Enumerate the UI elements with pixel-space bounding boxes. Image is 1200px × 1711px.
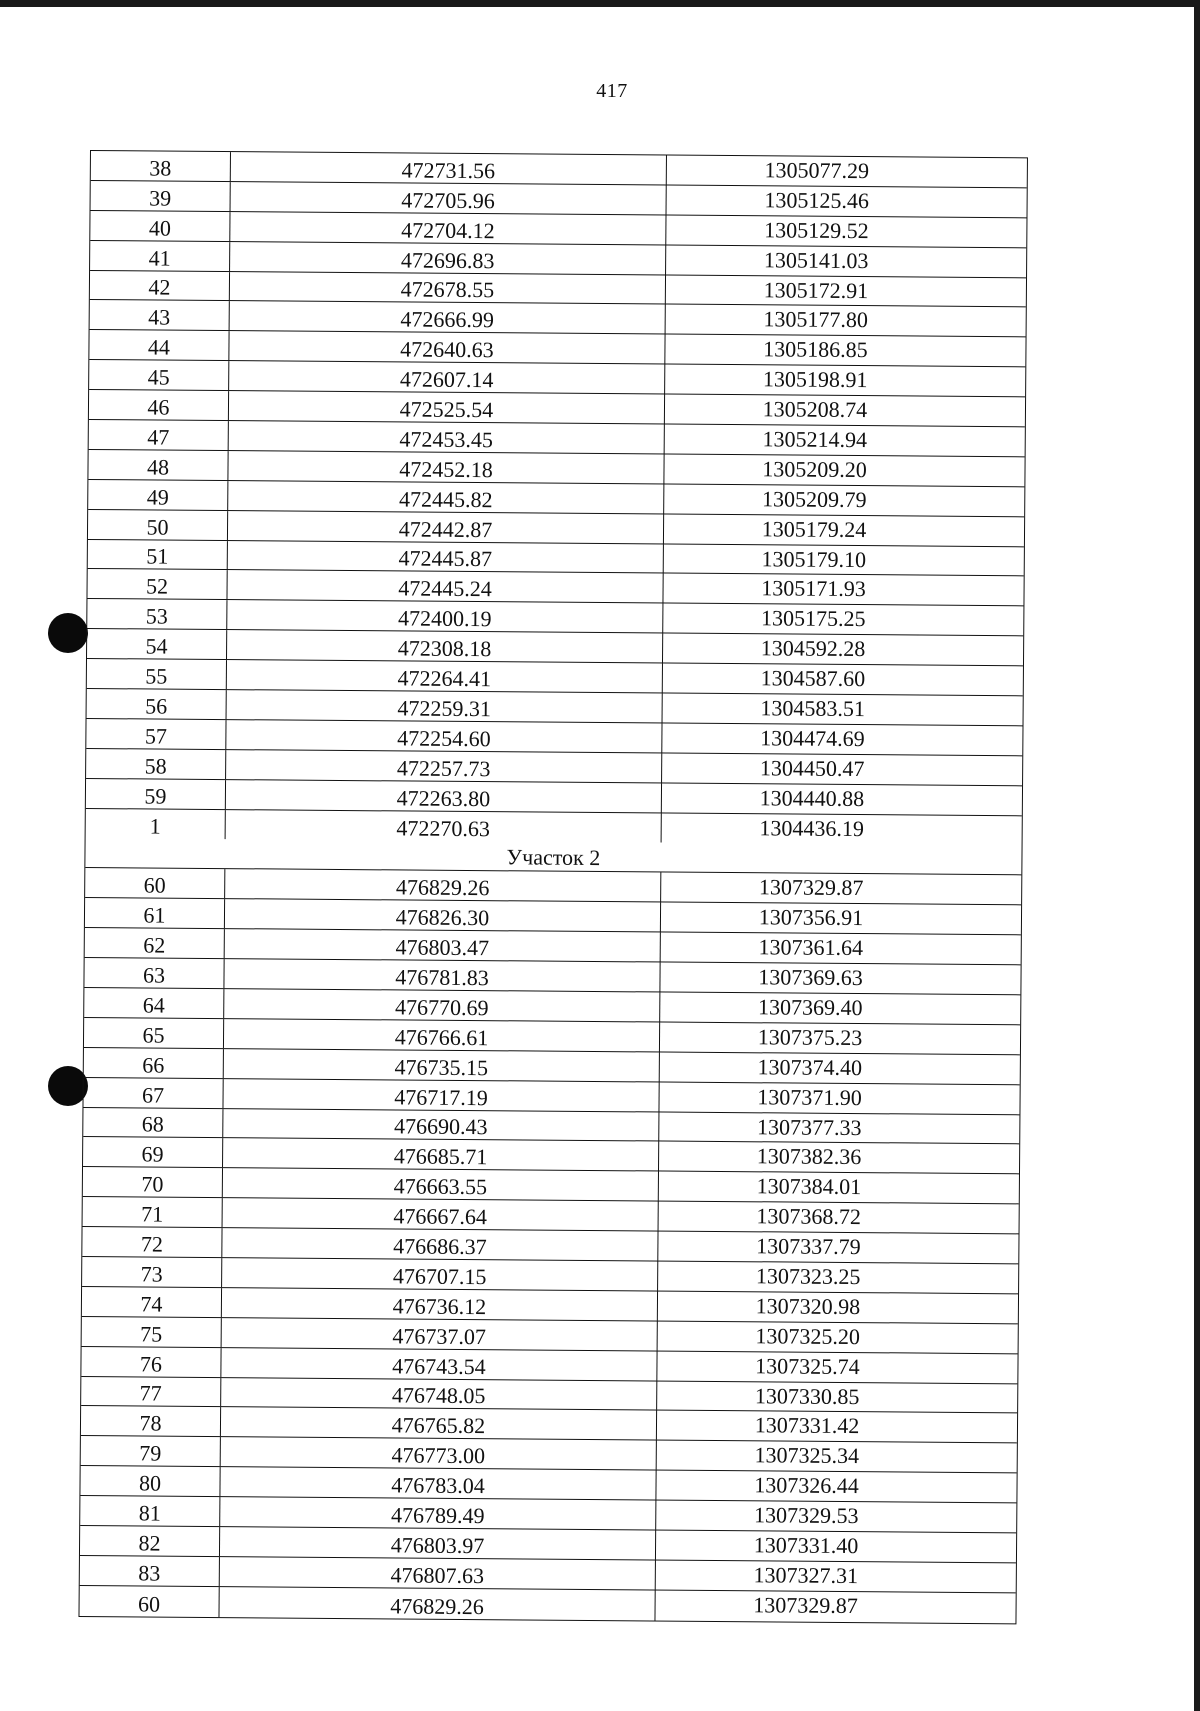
cell-text: 48: [146, 454, 170, 480]
point-number-cell: [90, 241, 230, 271]
cell-text: 1: [149, 813, 161, 840]
point-number-cell: [90, 271, 230, 301]
cell-text: 476829.26: [395, 874, 490, 901]
x-coordinate-cell: [230, 242, 666, 274]
cell-text: 58: [144, 753, 167, 779]
cell-text: 51: [146, 543, 169, 570]
cell-text: 1307368.72: [756, 1203, 861, 1230]
cell-text: 476783.04: [391, 1472, 485, 1499]
y-coordinate-cell: [661, 873, 1021, 905]
x-coordinate-cell: [223, 1198, 659, 1230]
y-coordinate-cell: [663, 634, 1023, 666]
cell-text: 476803.47: [395, 934, 490, 961]
point-number-cell: [90, 211, 230, 241]
cell-text: 1304450.47: [759, 755, 865, 781]
x-coordinate-cell: [224, 1019, 660, 1051]
cell-text: 476766.61: [394, 1024, 489, 1050]
cell-text: 1305172.91: [763, 276, 869, 303]
y-coordinate-cell: [660, 1022, 1020, 1054]
point-number-cell: [88, 450, 228, 480]
cell-text: 476807.63: [390, 1562, 485, 1588]
point-number-cell: [87, 629, 227, 659]
point-number-cell: [86, 779, 226, 809]
y-coordinate-cell: [664, 514, 1024, 546]
cell-text: 78: [139, 1410, 162, 1436]
x-coordinate-cell: [224, 959, 660, 991]
y-coordinate-cell: [663, 664, 1023, 696]
cell-text: 472640.63: [400, 336, 494, 363]
x-coordinate-cell: [228, 511, 664, 543]
y-coordinate-cell: [657, 1351, 1017, 1383]
cell-text: 1305175.25: [760, 605, 866, 632]
x-coordinate-cell: [229, 331, 665, 363]
x-coordinate-cell: [224, 989, 660, 1021]
y-coordinate-cell: [659, 1172, 1019, 1204]
x-coordinate-cell: [222, 1258, 658, 1290]
cell-text: 472254.60: [397, 725, 491, 751]
x-coordinate-cell: [223, 1109, 659, 1141]
cell-text: 83: [138, 1560, 161, 1586]
y-coordinate-cell: [663, 574, 1023, 606]
cell-text: 47: [147, 424, 170, 450]
x-coordinate-cell: [223, 1079, 659, 1111]
cell-text: 472308.18: [397, 635, 492, 662]
cell-text: 472400.19: [397, 605, 492, 632]
x-coordinate-cell: [230, 212, 666, 244]
cell-text: 472259.31: [397, 695, 491, 722]
y-coordinate-cell: [656, 1501, 1016, 1533]
x-coordinate-cell: [228, 541, 664, 573]
point-number-cell: [82, 1287, 222, 1317]
x-coordinate-cell: [221, 1407, 657, 1439]
cell-text: 1307329.87: [758, 874, 864, 901]
cell-text: 63: [142, 962, 166, 988]
point-number-cell: [82, 1227, 222, 1257]
cell-text: 1307375.23: [757, 1024, 863, 1050]
cell-text: 40: [148, 215, 171, 241]
cell-text: 68: [141, 1111, 164, 1138]
x-coordinate-cell: [227, 630, 663, 662]
point-number-cell: [84, 1048, 224, 1078]
point-number-cell: [87, 569, 227, 599]
point-number-cell: [84, 988, 224, 1018]
x-coordinate-cell: [230, 272, 666, 304]
point-number-cell: [81, 1376, 221, 1406]
cell-text: 476667.64: [393, 1203, 487, 1230]
cell-text: 472264.41: [397, 665, 492, 692]
cell-text: 476748.05: [391, 1382, 486, 1409]
cell-text: 1305177.80: [763, 306, 869, 333]
point-number-cell: [80, 1526, 220, 1556]
cell-text: 476707.15: [392, 1263, 487, 1289]
cell-text: 79: [139, 1440, 162, 1466]
cell-text: 61: [143, 902, 166, 928]
cell-text: 1305171.93: [761, 575, 866, 602]
cell-text: 1307361.64: [758, 934, 864, 961]
cell-text: 53: [145, 603, 168, 629]
point-number-cell: [88, 540, 228, 570]
cell-text: 472442.87: [398, 516, 493, 542]
cell-text: 476690.43: [393, 1113, 488, 1140]
point-number-cell: [85, 898, 225, 928]
cell-text: 75: [140, 1321, 163, 1347]
y-coordinate-cell: [657, 1441, 1017, 1473]
cell-text: 1304436.19: [759, 814, 865, 841]
cell-text: 65: [142, 1022, 165, 1048]
cell-text: 1307377.33: [757, 1113, 862, 1140]
x-coordinate-cell: [220, 1527, 656, 1559]
cell-text: 71: [141, 1201, 164, 1227]
cell-text: 82: [138, 1530, 161, 1556]
y-coordinate-cell: [658, 1291, 1018, 1323]
x-coordinate-cell: [222, 1318, 658, 1350]
y-coordinate-cell: [659, 1142, 1019, 1174]
cell-text: 80: [138, 1470, 162, 1496]
cell-text: 472704.12: [401, 217, 495, 243]
cell-text: 54: [145, 633, 168, 659]
x-coordinate-cell: [226, 810, 662, 843]
cell-text: 1307369.63: [758, 964, 863, 991]
cell-text: 1305209.79: [761, 486, 867, 512]
y-coordinate-cell: [661, 933, 1021, 965]
y-coordinate-cell: [657, 1411, 1017, 1443]
x-coordinate-cell: [225, 899, 661, 931]
cell-text: 1307384.01: [756, 1173, 862, 1200]
y-coordinate-cell: [658, 1321, 1018, 1353]
y-coordinate-cell: [667, 156, 1027, 188]
y-coordinate-cell: [665, 425, 1025, 457]
x-coordinate-cell: [222, 1228, 658, 1260]
x-coordinate-cell: [223, 1138, 659, 1170]
point-number-cell: [83, 1167, 223, 1197]
cell-text: 1307382.36: [756, 1143, 862, 1170]
cell-text: 62: [143, 932, 166, 958]
y-coordinate-cell: [660, 1052, 1020, 1084]
cell-text: 472453.45: [399, 426, 494, 453]
table-row: [79, 1586, 1015, 1623]
cell-text: 66: [142, 1052, 165, 1078]
x-coordinate-cell: [227, 690, 663, 722]
scan-border-right: [1194, 0, 1200, 1711]
cell-text: 476743.54: [392, 1352, 486, 1379]
cell-text: 476765.82: [391, 1412, 486, 1439]
point-number-cell: [88, 480, 228, 510]
section-2-title: Участок 2: [506, 844, 601, 871]
y-coordinate-cell: [667, 185, 1027, 217]
point-number-cell: [87, 689, 227, 719]
point-number-cell: [84, 1018, 224, 1048]
cell-text: 74: [140, 1291, 163, 1317]
cell-text: 81: [138, 1500, 161, 1526]
y-coordinate-cell: [666, 275, 1026, 307]
cell-text: 44: [147, 334, 171, 360]
cell-text: 476770.69: [394, 994, 489, 1020]
cell-text: 1305208.74: [762, 396, 868, 423]
cell-text: 476773.00: [391, 1442, 486, 1469]
cell-text: 472678.55: [400, 276, 495, 303]
cell-text: 1307330.85: [754, 1382, 860, 1409]
cell-text: 1305129.52: [764, 217, 869, 243]
cell-text: 1304587.60: [760, 665, 866, 692]
point-number-cell: [85, 868, 225, 898]
point-number-cell: [86, 719, 226, 749]
y-coordinate-cell: [662, 813, 1022, 846]
cell-text: 472445.24: [398, 575, 492, 602]
cell-text: 476826.30: [395, 904, 490, 931]
cell-text: 472731.56: [401, 157, 496, 184]
point-number-cell: [83, 1078, 223, 1108]
cell-text: 472705.96: [401, 187, 495, 213]
x-coordinate-cell: [220, 1497, 656, 1529]
y-coordinate-cell: [656, 1471, 1016, 1503]
x-coordinate-cell: [224, 1049, 660, 1081]
scan-border-top: [0, 0, 1200, 7]
cell-text: 472666.99: [400, 306, 495, 333]
y-coordinate-cell: [656, 1560, 1016, 1592]
y-coordinate-cell: [666, 215, 1026, 247]
point-number-cell: [83, 1197, 223, 1227]
point-number-cell: [90, 300, 230, 330]
cell-text: 67: [141, 1081, 165, 1108]
cell-text: 472257.73: [396, 755, 491, 781]
point-number-cell: [89, 360, 229, 390]
point-number-cell: [86, 749, 226, 779]
cell-text: 1305186.85: [763, 336, 868, 363]
y-coordinate-cell: [664, 454, 1024, 486]
y-coordinate-cell: [658, 1261, 1018, 1293]
point-number-cell: [89, 330, 229, 360]
x-coordinate-cell: [229, 361, 665, 393]
y-coordinate-cell: [665, 365, 1025, 397]
cell-text: 1307329.53: [753, 1502, 859, 1529]
y-coordinate-cell: [661, 903, 1021, 935]
table-section-2: [79, 868, 1021, 1623]
y-coordinate-cell: [665, 335, 1025, 367]
cell-text: 60: [137, 1591, 161, 1617]
cell-text: 1305209.20: [762, 456, 867, 483]
y-coordinate-cell: [665, 395, 1025, 427]
point-number-cell: [86, 809, 226, 840]
cell-text: 1305179.24: [761, 515, 867, 542]
cell-text: 472607.14: [399, 366, 494, 393]
x-coordinate-cell: [226, 780, 662, 812]
x-coordinate-cell: [220, 1557, 656, 1589]
y-coordinate-cell: [664, 544, 1024, 576]
cell-text: 1304583.51: [760, 695, 865, 722]
cell-text: 476781.83: [395, 964, 489, 991]
point-number-cell: [81, 1436, 221, 1466]
cell-text: 70: [141, 1171, 164, 1197]
x-coordinate-cell: [221, 1348, 657, 1380]
point-number-cell: [83, 1107, 223, 1137]
point-number-cell: [80, 1466, 220, 1496]
cell-text: 476737.07: [392, 1323, 487, 1349]
cell-text: 1307329.87: [753, 1592, 858, 1618]
cell-text: 56: [145, 693, 168, 719]
table-section-1: [86, 151, 1027, 846]
cell-text: 64: [142, 992, 165, 1018]
page-number: 417: [596, 80, 628, 102]
x-coordinate-cell: [229, 421, 665, 453]
point-number-cell: [91, 151, 231, 181]
x-coordinate-cell: [231, 152, 667, 184]
x-coordinate-cell: [225, 869, 661, 901]
cell-text: 1307320.98: [755, 1293, 861, 1319]
point-number-cell: [82, 1317, 222, 1347]
cell-text: 1307356.91: [758, 904, 864, 931]
point-number-cell: [79, 1586, 219, 1617]
cell-text: 472452.18: [399, 456, 493, 482]
cell-text: 472270.63: [396, 815, 491, 842]
y-coordinate-cell: [662, 753, 1022, 785]
y-coordinate-cell: [659, 1202, 1019, 1234]
point-number-cell: [87, 599, 227, 629]
x-coordinate-cell: [228, 481, 664, 513]
y-coordinate-cell: [660, 963, 1020, 995]
cell-text: 476736.12: [392, 1293, 487, 1319]
cell-text: 57: [144, 723, 167, 749]
y-coordinate-cell: [655, 1590, 1015, 1623]
cell-text: 1307331.42: [754, 1412, 860, 1439]
cell-text: 49: [146, 484, 169, 510]
cell-text: 472696.83: [400, 247, 495, 273]
cell-text: 1305179.10: [761, 545, 867, 572]
cell-text: 472445.87: [398, 545, 493, 572]
cell-text: 77: [139, 1380, 162, 1407]
cell-text: 472525.54: [399, 396, 494, 423]
cell-text: 476717.19: [394, 1083, 488, 1110]
y-coordinate-cell: [659, 1082, 1019, 1114]
cell-text: 1307325.74: [755, 1352, 860, 1379]
cell-text: 1307369.40: [757, 994, 863, 1021]
point-number-cell: [83, 1137, 223, 1167]
cell-text: 1307323.25: [755, 1263, 861, 1290]
cell-text: 72: [140, 1231, 164, 1257]
x-coordinate-cell: [230, 302, 666, 334]
x-coordinate-cell: [231, 182, 667, 214]
point-number-cell: [82, 1257, 222, 1287]
cell-text: 45: [147, 364, 170, 390]
x-coordinate-cell: [223, 1168, 659, 1200]
point-number-cell: [81, 1347, 221, 1377]
cell-text: 1307331.40: [753, 1532, 859, 1559]
cell-text: 472263.80: [396, 785, 491, 811]
x-coordinate-cell: [220, 1467, 656, 1499]
cell-text: 1305125.46: [764, 187, 869, 214]
cell-text: 476663.55: [393, 1173, 488, 1200]
cell-text: 55: [145, 663, 168, 689]
point-number-cell: [80, 1556, 220, 1586]
point-number-cell: [91, 181, 231, 211]
cell-text: 1307371.90: [757, 1083, 862, 1110]
y-coordinate-cell: [663, 694, 1023, 726]
cell-text: 476735.15: [394, 1054, 489, 1080]
y-coordinate-cell: [662, 723, 1022, 755]
y-coordinate-cell: [666, 245, 1026, 277]
point-number-cell: [87, 659, 227, 689]
y-coordinate-cell: [659, 1112, 1019, 1144]
x-coordinate-cell: [222, 1288, 658, 1320]
cell-text: 1305077.29: [764, 157, 870, 184]
x-coordinate-cell: [227, 600, 663, 632]
cell-text: 1307325.34: [754, 1442, 860, 1469]
x-coordinate-cell: [226, 750, 662, 782]
x-coordinate-cell: [221, 1378, 657, 1410]
cell-text: 43: [148, 304, 171, 330]
cell-text: 41: [148, 245, 171, 271]
cell-text: 476789.49: [390, 1502, 485, 1529]
cell-text: 59: [144, 783, 167, 809]
cell-text: 60: [143, 872, 166, 898]
cell-text: 1305141.03: [763, 246, 869, 273]
cell-text: 1307327.31: [753, 1562, 859, 1588]
cell-text: 476686.37: [393, 1233, 487, 1260]
x-coordinate-cell: [227, 571, 663, 603]
cell-text: 472445.82: [398, 486, 493, 512]
cell-text: 1304592.28: [760, 635, 866, 662]
cell-text: 46: [147, 394, 170, 420]
cell-text: 1305198.91: [762, 366, 868, 393]
cell-text: 42: [148, 274, 171, 301]
cell-text: 1307325.20: [755, 1322, 861, 1349]
cell-text: 1305214.94: [762, 426, 868, 453]
x-coordinate-cell: [228, 451, 664, 483]
cell-text: 76: [139, 1350, 163, 1377]
cell-text: 1307374.40: [757, 1053, 863, 1080]
y-coordinate-cell: [663, 604, 1023, 636]
x-coordinate-cell: [229, 391, 665, 423]
x-coordinate-cell: [219, 1587, 655, 1620]
punch-hole: [48, 613, 88, 653]
x-coordinate-cell: [225, 929, 661, 961]
point-number-cell: [84, 958, 224, 988]
y-coordinate-cell: [657, 1381, 1017, 1413]
x-coordinate-cell: [226, 720, 662, 752]
x-coordinate-cell: [227, 660, 663, 692]
cell-text: 39: [149, 185, 172, 211]
cell-text: 1304440.88: [759, 784, 865, 811]
cell-text: 1307337.79: [756, 1233, 861, 1260]
cell-text: 69: [141, 1141, 164, 1167]
cell-text: 38: [149, 155, 172, 181]
point-number-cell: [88, 510, 228, 540]
y-coordinate-cell: [666, 305, 1026, 337]
y-coordinate-cell: [656, 1530, 1016, 1562]
cell-text: 476803.97: [390, 1532, 485, 1558]
cell-text: 52: [145, 573, 169, 599]
y-coordinate-cell: [658, 1232, 1018, 1264]
point-number-cell: [80, 1496, 220, 1526]
point-number-cell: [89, 420, 229, 450]
y-coordinate-cell: [660, 992, 1020, 1024]
point-number-cell: [81, 1406, 221, 1436]
cell-text: 476685.71: [393, 1143, 488, 1170]
coordinates-table: [78, 150, 1027, 1624]
y-coordinate-cell: [664, 484, 1024, 516]
cell-text: 73: [140, 1261, 163, 1287]
x-coordinate-cell: [221, 1437, 657, 1469]
cell-text: 1307326.44: [754, 1472, 859, 1499]
y-coordinate-cell: [662, 783, 1022, 815]
cell-text: 50: [146, 514, 169, 540]
cell-text: 476829.26: [390, 1593, 484, 1619]
point-number-cell: [89, 390, 229, 420]
cell-text: 1304474.69: [760, 725, 865, 752]
point-number-cell: [85, 928, 225, 958]
